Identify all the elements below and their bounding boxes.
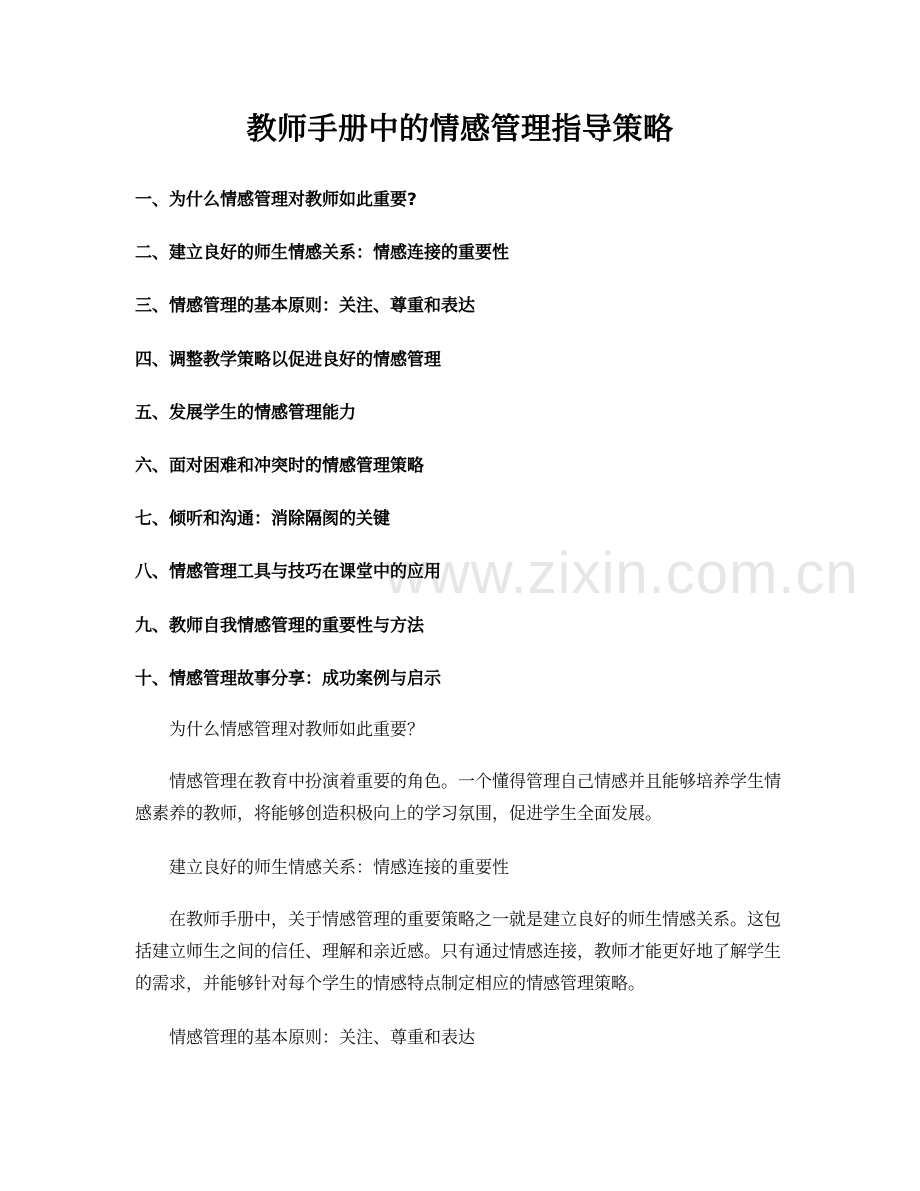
toc-item: 七、倾听和沟通：消除隔阂的关键 — [135, 509, 390, 530]
toc-item: 四、调整教学策略以促进良好的情感管理 — [135, 349, 441, 370]
document-body — [135, 714, 785, 1074]
section-heading: 为什么情感管理对教师如此重要？ — [169, 720, 424, 740]
body-paragraph: 在教师手册中，关于情感管理的重要策略之一就是建立良好的师生情感关系。这包括建立师生之间的信任、理解和亲近感。只有通过情感连接，教师才能更好地了解学生的需求，并能够针对每个学生的情感特点制定相应的情感管理策略。 — [135, 910, 781, 994]
toc-item: 九、教师自我情感管理的重要性与方法 — [135, 615, 424, 636]
body-paragraph: 情感管理在教育中扮演着重要的角色。一个懂得管理自己情感并且能够培养学生情感素养的教师，将能够创造积极向上的学习氛围，促进学生全面发展。 — [135, 772, 781, 824]
toc-item: 二、建立良好的师生情感关系：情感连接的重要性 — [135, 243, 509, 264]
section-heading: 情感管理的基本原则：关注、尊重和表达 — [169, 1028, 475, 1048]
section-heading: 建立良好的师生情感关系：情感连接的重要性 — [169, 858, 509, 878]
toc-item: 六、面对困难和冲突时的情感管理策略 — [135, 455, 424, 476]
toc-item: 十、情感管理故事分享：成功案例与启示 — [135, 668, 441, 689]
table-of-contents — [135, 186, 785, 718]
toc-item: 五、发展学生的情感管理能力 — [135, 402, 356, 423]
watermark: www.zixin.com.cn — [385, 541, 859, 606]
toc-item: 一、为什么情感管理对教师如此重要? — [135, 190, 417, 210]
toc-item: 三、情感管理的基本原则：关注、尊重和表达 — [135, 296, 475, 317]
toc-item: 八、情感管理工具与技巧在课堂中的应用 — [135, 562, 441, 583]
document-title: 教师手册中的情感管理指导策略 — [246, 112, 674, 147]
